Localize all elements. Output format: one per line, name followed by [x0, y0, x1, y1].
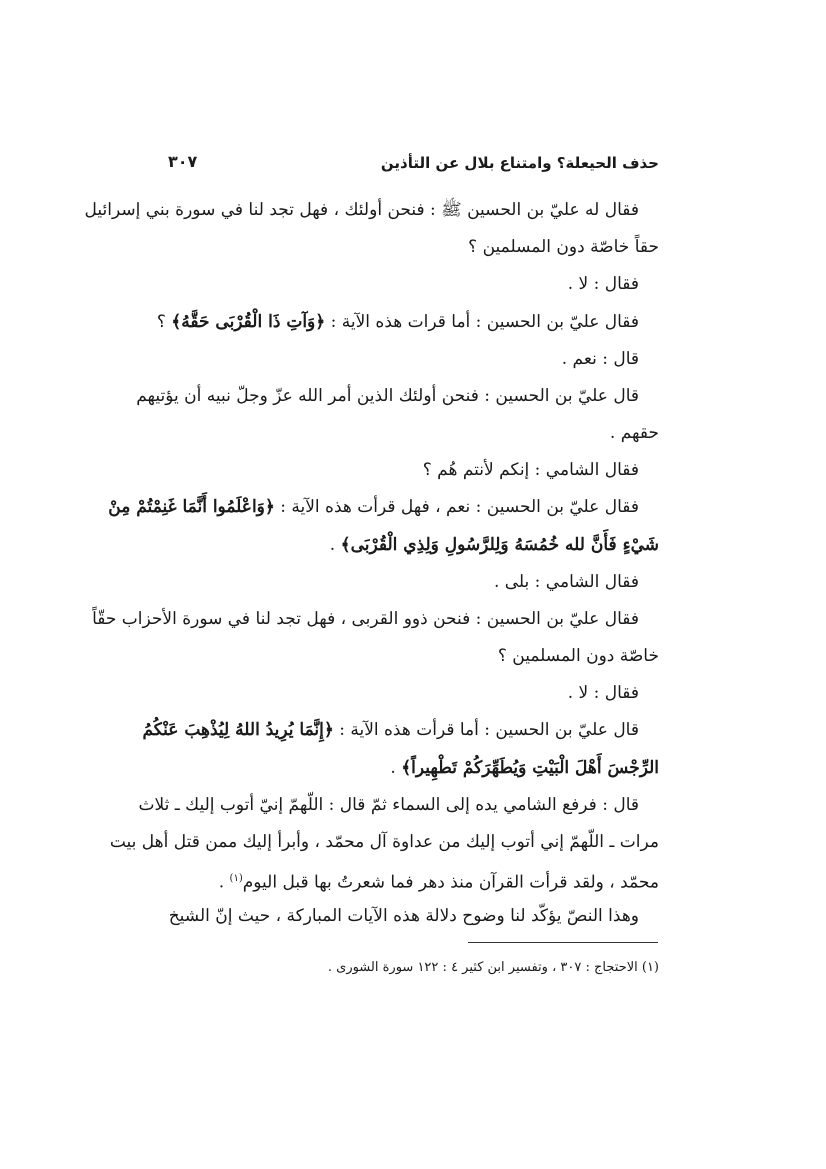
text-line: فقال عليّ بن الحسين : أما قرات هذه الآية : ﴿وَآتِ ذَا الْقُرْبَى حَقَّهُ﴾ ؟ — [156, 312, 639, 332]
footnote-ref: (١) — [229, 873, 243, 884]
text-line: قال عليّ بن الحسين : أما قرأت هذه الآية : ﴿إِنَّمَا يُرِيدُ اللهُ لِيُذْهِبَ عَنْكُمُ — [142, 720, 639, 740]
quran-verse: شَيْءٍ فَأَنَّ لله خُمُسَهُ وَلِلرَّسُولِ وَلِذِي الْقُرْبَى﴾ — [340, 535, 659, 555]
quran-verse: ﴿إِنَّمَا يُرِيدُ اللهُ لِيُذْهِبَ عَنْكُمُ — [142, 720, 334, 740]
text-line: فقال الشامي : بلى . — [493, 572, 639, 592]
text-line: فقال عليّ بن الحسين : فنحن ذوو القربى ، فهل تجد لنا في سورة الأحزاب حقّاً — [92, 609, 639, 629]
text-line: حقاً خاصّة دون المسلمين ؟ — [468, 237, 659, 257]
quran-verse: ﴿وَاعْلَمُوا أَنَّمَا غَنِمْتُمْ مِنْ — [108, 497, 275, 517]
text-line: شَيْءٍ فَأَنَّ لله خُمُسَهُ وَلِلرَّسُولِ وَلِذِي الْقُرْبَى﴾ . — [329, 535, 659, 555]
footnote-divider — [468, 942, 658, 943]
text-line: فقال : لا . — [567, 683, 639, 703]
text-line: الرِّجْسَ أَهْلَ الْبَيْتِ وَيُطَهِّرَكُمْ تَطْهِيراً﴾ . — [390, 758, 659, 778]
text-line: فقال له عليّ بن الحسين ﷺ : فنحن أولئك ، فهل تجد لنا في سورة بني إسرائيل — [84, 200, 639, 220]
text-line: محمّد ، ولقد قرأت القرآن منذ دهر فما شعرتُ بها قبل اليوم$^{(١)}$ . — [218, 872, 659, 893]
footnote: (١) الاحتجاج : ٣٠٧ ، وتفسير ابن كثير ٤ : ١٢٢ سورة الشورى . — [327, 960, 659, 975]
text-line: حقهم . — [609, 423, 659, 443]
text-line: قال : نعم . — [561, 349, 639, 369]
page-number: ٣٠٧ — [168, 152, 198, 171]
text-line: قال : فرفع الشامي يده إلى السماء ثمّ قال : اللّهمّ إنيّ أتوب إليك ـ ثلاث — [138, 795, 639, 815]
quran-verse: ﴿وَآتِ ذَا الْقُرْبَى حَقَّهُ﴾ — [171, 312, 326, 332]
text-line: فقال عليّ بن الحسين : نعم ، فهل قرأت هذه الآية : ﴿وَاعْلَمُوا أَنَّمَا غَنِمْتُمْ مِنْ — [108, 497, 639, 517]
text-line: فقال الشامي : إنكم لأنتم هُم ؟ — [422, 460, 639, 480]
text-line: مرات ـ اللّهمّ إني أتوب إليك من عداوة آل محمّد ، وأبرأ إليك ممن قتل أهل بيت — [109, 832, 659, 852]
running-title: حذف الحيعلة؟ وامتناع بلال عن التأذين — [380, 154, 659, 172]
text-line: قال عليّ بن الحسين : فنحن أولئك الذين أمر الله عزّ وجلّ نبيه أن يؤتيهم — [136, 386, 639, 406]
text-line: خاصّة دون المسلمين ؟ — [497, 646, 659, 666]
text-line: فقال : لا . — [567, 274, 639, 294]
text-line: وهذا النصّ يؤكّد لنا وضوح دلالة هذه الآيات المباركة ، حيث إنّ الشيخ — [168, 906, 639, 926]
quran-verse: الرِّجْسَ أَهْلَ الْبَيْتِ وَيُطَهِّرَكُمْ تَطْهِيراً﴾ — [401, 758, 659, 778]
